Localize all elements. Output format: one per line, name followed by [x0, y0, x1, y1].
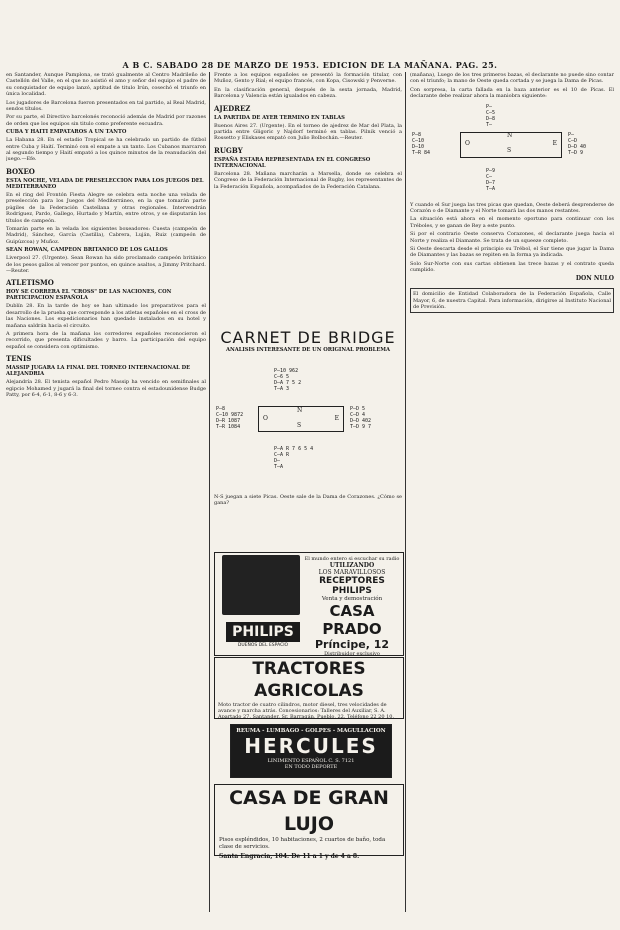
- tractores-title: TRACTORES AGRICOLAS: [252, 659, 366, 701]
- column-right: [410, 72, 614, 872]
- article-text: Alejandría 28. El tenista español Pedro Massip ha vencido en semifinales al egipcio Mohamed y jugará la final del torneo contra el estadounidense Budge Patty, por 6-4, 6-1, 8-6 y 6-3.: [6, 379, 206, 398]
- section-heading: AJEDREZ: [214, 103, 251, 113]
- subheading: SEAN ROWAN, CAMPEON BRITANICO DE LOS GALLOS: [6, 247, 168, 254]
- article-text: Frente a los equipos españoles se presentó la formación titular, con Muñoz, Gento y Rial; el equipo francés, con Kopa, Cisowski y Penverne.: [214, 72, 402, 85]
- notice-box: El domicilio de Entidad Colaboradora de la Federación Española, Calle Mayor, 6, de nuestra Capital. Para información, dirigirse al Instituto Nacional de Previsión.: [410, 288, 614, 313]
- section-heading: BOXEO: [6, 166, 35, 176]
- radio-image: [222, 555, 300, 615]
- ad-tractores: [214, 657, 404, 719]
- page-header: A B C. SABADO 28 DE MARZO DE 1953. EDICION DE LA MAÑANA. PAG. 25.: [122, 60, 498, 70]
- bridge-table: N O E S: [258, 406, 344, 432]
- article-text: en Santander, Aunque Pamplona, se trató gualmente al Centro Madrileño de Castellón del Valle, en el que no asistió el amo y señor del equipo el padre de su conquistador de equipo lanzó, aptitud de titulo Irún, cosechó el triunfo en única localidad.: [6, 72, 206, 98]
- casa-title: CASA DE GRAN LUJO: [229, 787, 389, 835]
- section-heading: ATLETISMO: [6, 278, 54, 288]
- bridge-subtitle: ANALISIS INTERESANTE DE UN ORIGINAL PROBLEMA: [225, 347, 391, 353]
- bridge-diagram-2: P— C—5 D—8 T— P—8 C—10 D—10 T—R 84 N O E S P— C—D D—D 40 T—D 9 P—9 C— D—7 T—A: [412, 103, 587, 192]
- column-rule: [405, 72, 406, 912]
- section-heading: TENIS: [6, 354, 32, 364]
- article-text: Con sorpresa, la carta fallada en la baza anterior es el 10 de Picas. El declarante debe realizar ahora la maniobra siguiente:: [410, 86, 614, 100]
- article-text: La situación está ahora en el momento oportuno para continuar con los Tréboles, y se ganan de Rey a este punto.: [410, 216, 614, 229]
- tractores-text: Moto tractor de cuatro cilindros, motor diesel, tres velocidades de avance y marcha atrás. Concesionarios: Talleres del Auxiliar, S. A. Apartado 27. Santander. Sr. Barragán, Pueblo, 22. Teléfono 22 20 10.: [218, 702, 395, 720]
- subheading: CUBA Y HAITI EMPATAROS A UN TANTO: [6, 129, 127, 136]
- column-left: [6, 72, 206, 912]
- hand-north: P—10 962 C—6 5 D—A 7 5 2 T—A 3: [274, 368, 302, 392]
- article-text: Tomarán parte en la velada los siguientes boxeadores: Cuesta (campeón de Madrid), Sánchez, García (Castilla), Cabrera, Luján, Ruiz (campeón de Guipúzcoa) y Muñoz.: [6, 225, 206, 245]
- article-text: La Habana 28. En el estadio Tropical se ha celebrado un partido de fútbol entre Cuba y Haití. Terminó con el empate a un tanto. Los Cubanos marcaron al segundo tiempo y Haití empató a los quince minutos de la reanudación del juego.—Efe.: [6, 137, 206, 163]
- article-text: En la clasificación general, después de la sexta jornada, Madrid, Barcelona y Valencia están igualados en cabeza.: [214, 86, 402, 100]
- subheading: LA PARTIDA DE AYER TERMINO EN TABLAS: [214, 114, 345, 121]
- section-heading: RUGBY: [214, 145, 243, 155]
- column-middle: [214, 72, 402, 330]
- hercules-logo: HERCULES: [244, 734, 378, 758]
- article-text: Solo Sur-Norte con sus cartas obtienen las trece bazas y el contrato queda cumplido.: [410, 260, 614, 274]
- article-text: Barcelona 28. Mañana marcharán a Marsella, donde se celebra el Congreso de la Federación Internacional de Rugby, los representantes de la Federación Española, acompañados de la Federación Catalana.: [214, 170, 402, 190]
- article-text: Y cuando el Sur juega las tres picas que quedan, Oeste deberá desprenderse de Corazón o de Diamante y el Norte tomará las dos manos restantes.: [410, 201, 614, 215]
- article-text: (mañana), Luego de los tres primeros bazas, el declarante no puede sino contar con el triunfo; la mano de Oeste queda cortada y se juega la Dama de Picas.: [410, 72, 614, 85]
- subheading: MASSIP JUGARA LA FINAL DEL TORNEO INTERNACIONAL DE ALEJANDRIA: [6, 365, 191, 378]
- article-text: Liverpool 27. (Urgente). Sean Rowan ha sido proclamado campeón británico de los pesos gallos al vencer por puntos, en quince asaltos, a Jimmy Pritchard.—Reuter.: [6, 255, 206, 274]
- subheading: ESPAÑA ESTARA REPRESENTADA EN EL CONGRESO INTERNACIONAL: [214, 156, 371, 169]
- signature: DON NULO: [575, 274, 614, 282]
- hand-south: P—A R 7 6 5 4 C—A R D— T—A: [274, 446, 314, 470]
- hand-west: P—8 C—10 9872 D—R 1087 T—R 1084: [216, 406, 244, 430]
- philips-logo: PHILIPS: [226, 622, 300, 642]
- article-text: A primera hora de la mañana los corredores españoles reconocieron el recorrido, que presenta dificultades y barro. La participación del equipo español se considera con optimismo.: [6, 330, 206, 350]
- philips-copy: El mundo entero si escuchar su radio UTILIZANDO LOS MARAVILLOSOS RECEPTORES PHILIPS Venta y demostración CASA PRADO Príncipe, 12 Distribuidor exclusivo: [304, 556, 400, 657]
- ad-casa: CASA DE GRAN LUJO Pisos espléndidos, 10 habitaciones, 2 cuartos de baño, toda clase de servicios. Santa Engracia, 104. De 11 a 1 y de 4 a 8.: [214, 784, 404, 856]
- article-text: Por su parte, el Directivo barcelonés reconoció además de Madrid por razones de orden que los equipos sin titulo como preferente escuadra.: [6, 114, 206, 127]
- article-text: Dublín 28. En la tarde de hoy se han ultimado los preparativos para el desarrollo de la prueba que corresponde a los atletas españoles en el cross de las Naciones. Los expedicionarios han quedado instalados en su hotel y mañana saldrán hacia el circuito.: [6, 303, 206, 329]
- article-text: Si Oeste descarta desde el principio su Trébol, el Sur tiene que jugar la Dama de Diamantes y las bazas se repiten en la forma ya indicada.: [410, 246, 614, 259]
- article-text: Los jugadores de Barcelona fueron presentados en tal partido, al Real Madrid, sendos títulos.: [6, 99, 206, 113]
- philips-tagline: DUEÑOS DEL ESPACIO: [237, 643, 289, 648]
- bridge-title: CARNET DE BRIDGE: [220, 328, 396, 347]
- article-text: En el ring del Frontón Fiesta Alegre se celebra esta noche una velada de preselección para los Juegos del Mediterráneo, en la que tomarán parte púgiles de la Federación Castellana y otras regionales. Intervendrán Rodríguez, Pardo, Gallego, Hurtado y Martín, entre otros, y se disputarán los títulos de campeón.: [6, 191, 206, 224]
- article-text: Si por el contrario Oeste conserva Corazones, el declarante juega hacia el Norte y realiza el Diamante. Se trata de un squeeze completo.: [410, 231, 614, 244]
- bridge-note: N-S juegan a siete Picas. Oeste sale de la Dama de Corazones. ¿Cómo se gana?: [214, 494, 402, 507]
- ad-hercules: REUMA - LUMBAGO - GOLPES - MAGULLACION HERCULES LINIMENTO ESPAÑOL C. S. 7121 EN TODO DEPORTE: [230, 724, 392, 778]
- article-text: Buenos Aires 27. (Urgente). En el torneo de ajedrez de Mar del Plata, la partida entre Gligoric y Najdorf terminó en tablas. Pilnik venció a Rossetto y Eliskases empató con Julio Bolbochán.—Reuter.: [214, 122, 402, 142]
- bridge-column: [214, 328, 402, 538]
- subheading: HOY SE CORRERA EL "CROSS" DE LAS NACIONES, CON PARTICIPACION ESPAÑOLA: [6, 289, 172, 302]
- column-rule: [209, 72, 210, 912]
- hand-east: P—D 5 C—D 4 D—D 402 T—D 9 7: [350, 406, 372, 430]
- subheading: ESTA NOCHE, VELADA DE PRESELECCION PARA LOS JUEGOS DEL MEDITERRANEO: [6, 177, 204, 190]
